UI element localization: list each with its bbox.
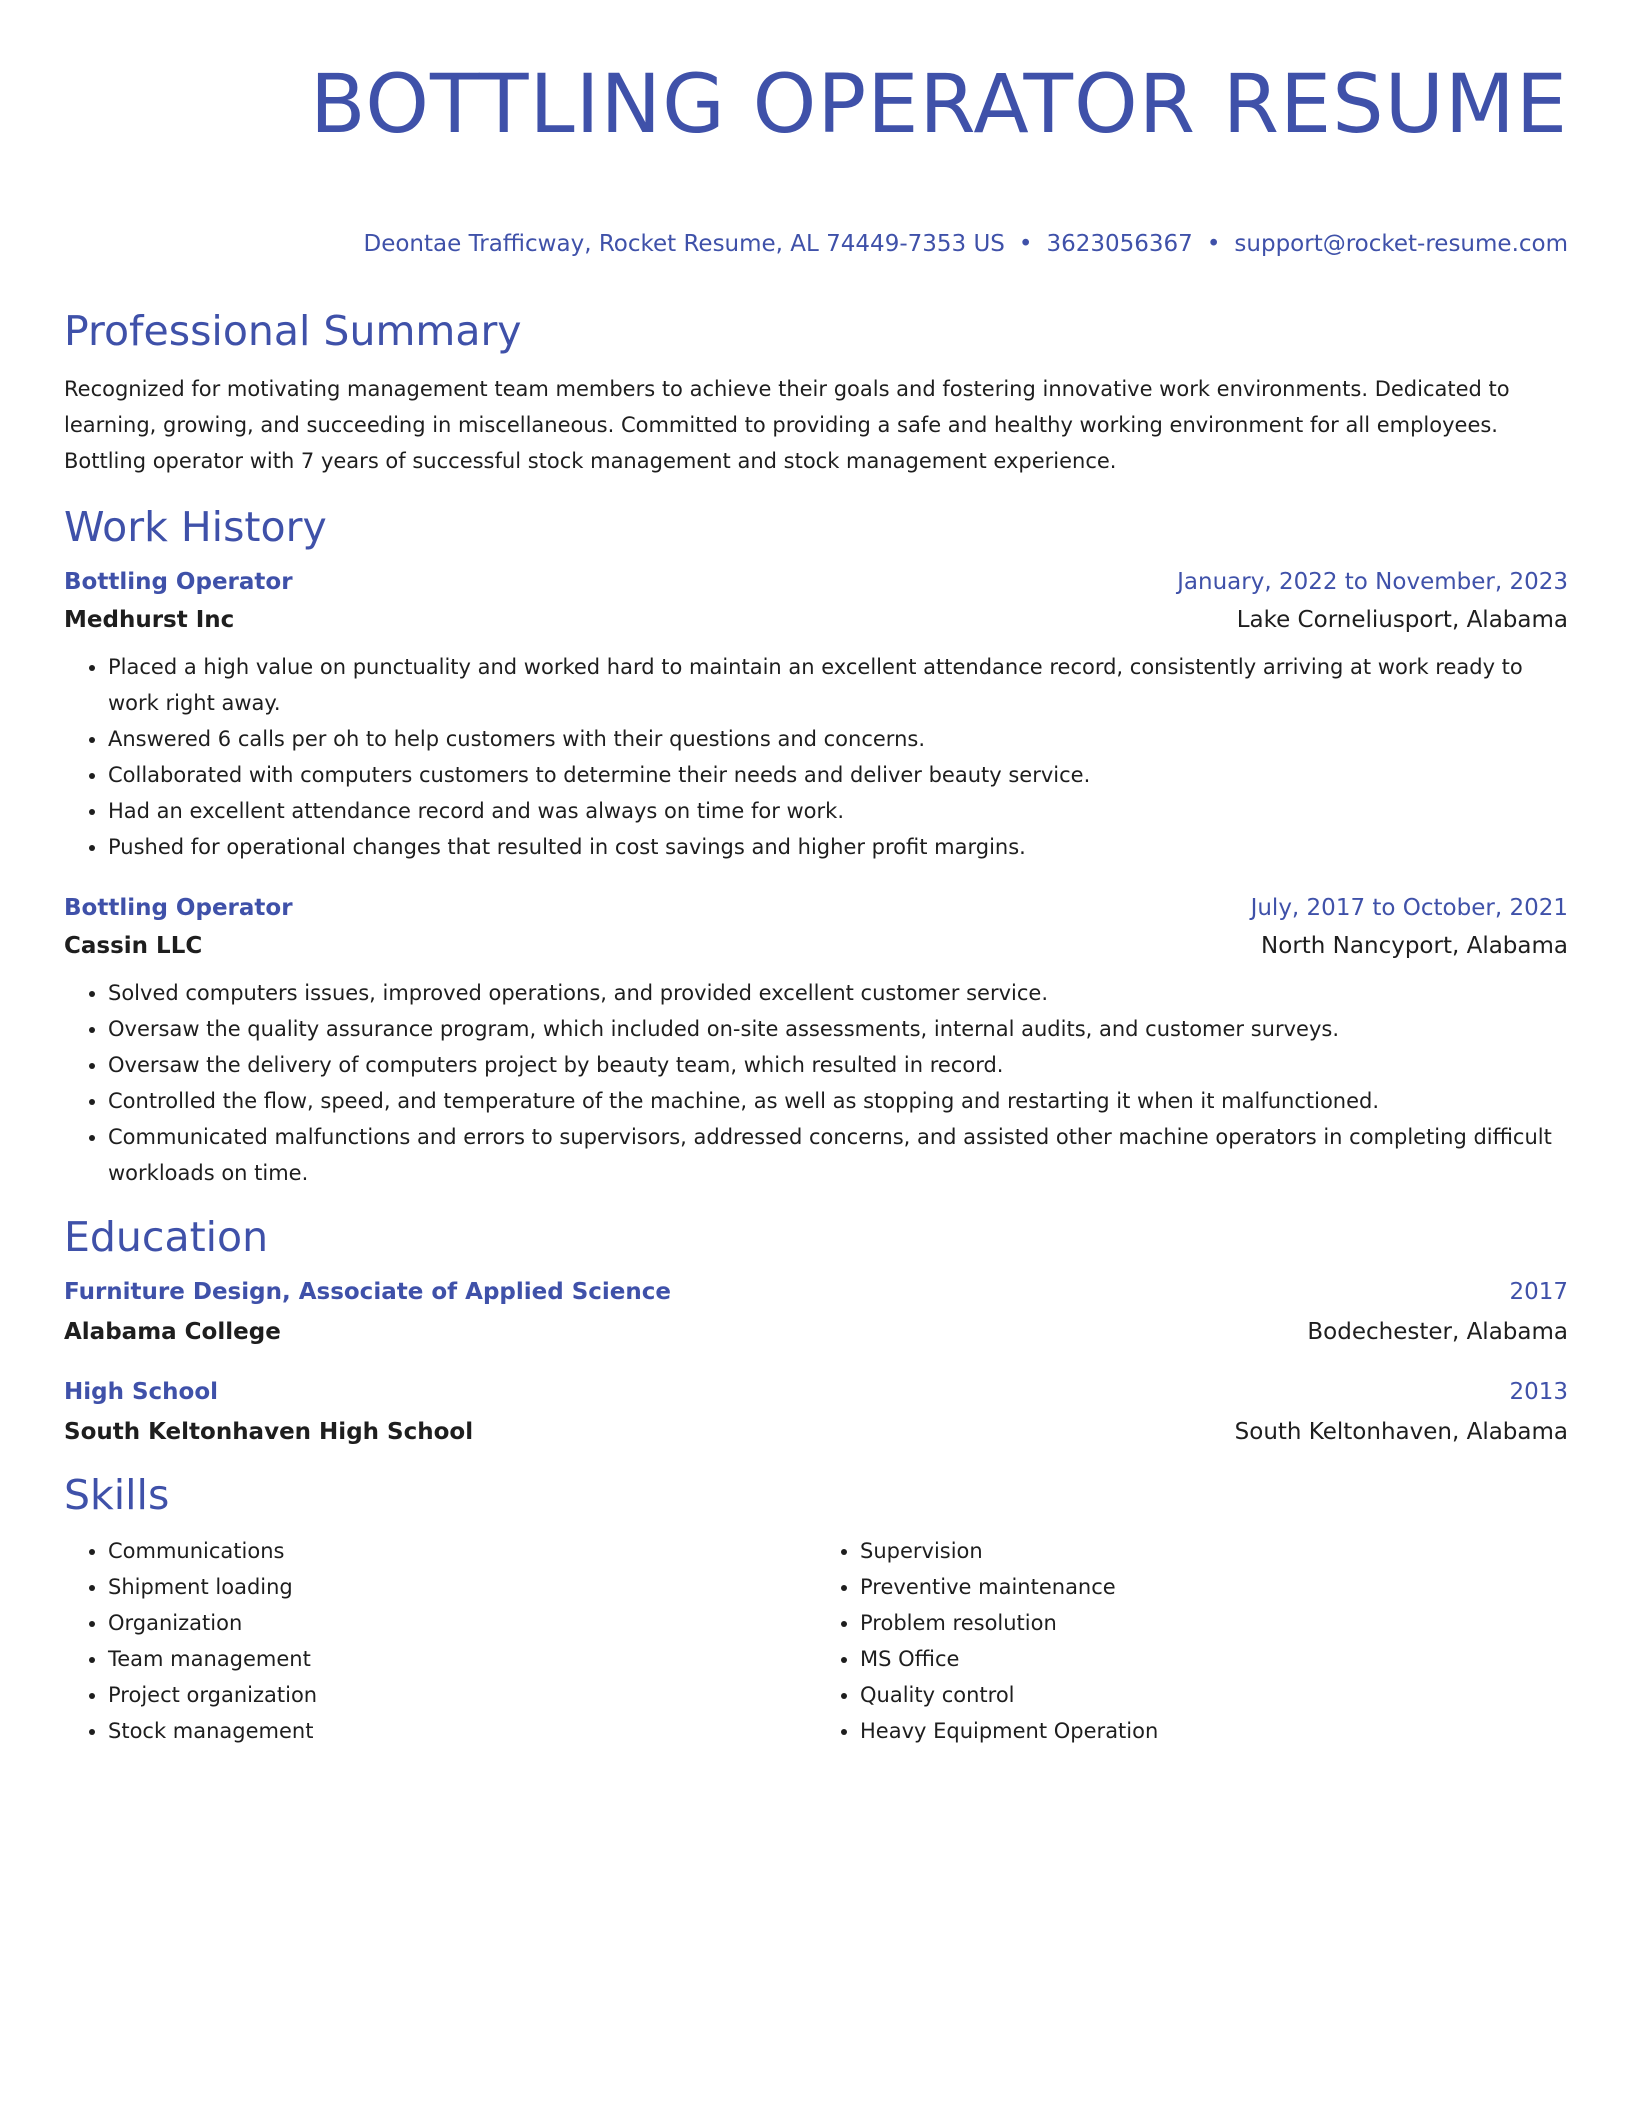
education-school-row [64, 1317, 1568, 1347]
education-degree: High School [64, 1379, 219, 1405]
job-company-row [64, 931, 1568, 961]
job-entry [64, 567, 1568, 865]
job-company-row [64, 605, 1568, 635]
education-year: 2017 [1509, 1279, 1568, 1305]
skill-item: • Supervision [860, 1533, 1568, 1569]
education-location: South Keltonhaven, Alabama [1234, 1419, 1568, 1445]
education-school: Alabama College [64, 1319, 281, 1345]
education-section [64, 1211, 1568, 1447]
job-bullet: • Had an excellent attendance record and was always on time for work. [108, 793, 1568, 829]
job-bullet: • Controlled the flow, speed, and temperature of the machine, as well as stopping and restarting it when it malfunctioned. [108, 1083, 1568, 1119]
contact-address: Deontae Trafficway, Rocket Resume, AL 74449-7353 US [363, 231, 1005, 257]
skill-item: • Quality control [860, 1677, 1568, 1713]
job-bullet: • Pushed for operational changes that resulted in cost savings and higher profit margins. [108, 829, 1568, 865]
job-bullets [64, 975, 1568, 1191]
job-bullet: • Communicated malfunctions and errors to supervisors, addressed concerns, and assisted other machine operators in completing difficult workloads on time. [108, 1119, 1568, 1191]
skill-item: • Communications [108, 1533, 816, 1569]
education-entry [64, 1377, 1568, 1447]
education-degree: Furniture Design, Associate of Applied Science [64, 1279, 671, 1305]
job-dates: July, 2017 to October, 2021 [1250, 895, 1568, 921]
job-title-row [64, 567, 1568, 597]
section-title-skills: Skills [64, 1471, 170, 1519]
job-bullet: • Collaborated with computers customers to determine their needs and deliver beauty service. [108, 757, 1568, 793]
education-degree-row [64, 1277, 1568, 1307]
job-location: North Nancyport, Alabama [1261, 933, 1568, 959]
job-dates: January, 2022 to November, 2023 [1177, 569, 1568, 595]
resume-header [64, 0, 1568, 258]
education-entry [64, 1277, 1568, 1347]
education-year: 2013 [1509, 1379, 1568, 1405]
section-title-work: Work History [64, 503, 327, 551]
skill-item: • Stock management [108, 1713, 816, 1749]
education-school: South Keltonhaven High School [64, 1419, 474, 1445]
skills-section [64, 1469, 1568, 1749]
work-section [64, 501, 1568, 1191]
contact-email[interactable]: support@rocket-resume.com [1234, 231, 1568, 257]
job-location: Lake Corneliusport, Alabama [1236, 607, 1568, 633]
skill-item: • Heavy Equipment Operation [860, 1713, 1568, 1749]
job-title: Bottling Operator [64, 895, 293, 921]
job-bullet: • Oversaw the quality assurance program, which included on-site assessments, internal audits, and customer surveys. [108, 1011, 1568, 1047]
skill-item: • Problem resolution [860, 1605, 1568, 1641]
job-company: Cassin LLC [64, 933, 203, 959]
job-bullet: • Solved computers issues, improved operations, and provided excellent customer service. [108, 975, 1568, 1011]
job-bullets [64, 649, 1568, 865]
skill-item: • Shipment loading [108, 1569, 816, 1605]
section-title-education: Education [64, 1213, 269, 1261]
summary-section [64, 305, 1568, 479]
job-title: Bottling Operator [64, 569, 293, 595]
skill-item: • Project organization [108, 1677, 816, 1713]
skill-item: • Team management [108, 1641, 816, 1677]
resume-title: BOTTLING OPERATOR RESUME [310, 58, 1568, 152]
contact-separator: • [1206, 231, 1221, 257]
job-entry [64, 893, 1568, 1191]
job-company: Medhurst Inc [64, 607, 235, 633]
skills-columns [64, 1533, 1568, 1749]
section-title-summary: Professional Summary [64, 307, 522, 355]
skill-item: • Organization [108, 1605, 816, 1641]
skill-item: • Preventive maintenance [860, 1569, 1568, 1605]
job-title-row [64, 893, 1568, 923]
education-location: Bodechester, Alabama [1307, 1319, 1568, 1345]
job-bullet: • Oversaw the delivery of computers project by beauty team, which resulted in record. [108, 1047, 1568, 1083]
skills-list-right [816, 1533, 1568, 1749]
education-degree-row [64, 1377, 1568, 1407]
contact-separator: • [1018, 231, 1033, 257]
job-bullet: • Placed a high value on punctuality and worked hard to maintain an excellent attendance record, consistently arriving at work ready to work right away. [108, 649, 1568, 721]
summary-text: Recognized for motivating management team members to achieve their goals and fostering innovative work environments. Dedicated to learning, growing, and succeeding in miscellaneous. Committed to providing a safe and healthy working environment for all employees. Bottling operator with 7 years of successful stock management and stock management experience. [64, 377, 1510, 473]
job-bullet: • Answered 6 calls per oh to help customers with their questions and concerns. [108, 721, 1568, 757]
skills-list-left [64, 1533, 816, 1749]
skill-item: • MS Office [860, 1641, 1568, 1677]
contact-phone: 3623056367 [1046, 231, 1193, 257]
education-school-row [64, 1417, 1568, 1447]
contact-line [64, 230, 1568, 258]
